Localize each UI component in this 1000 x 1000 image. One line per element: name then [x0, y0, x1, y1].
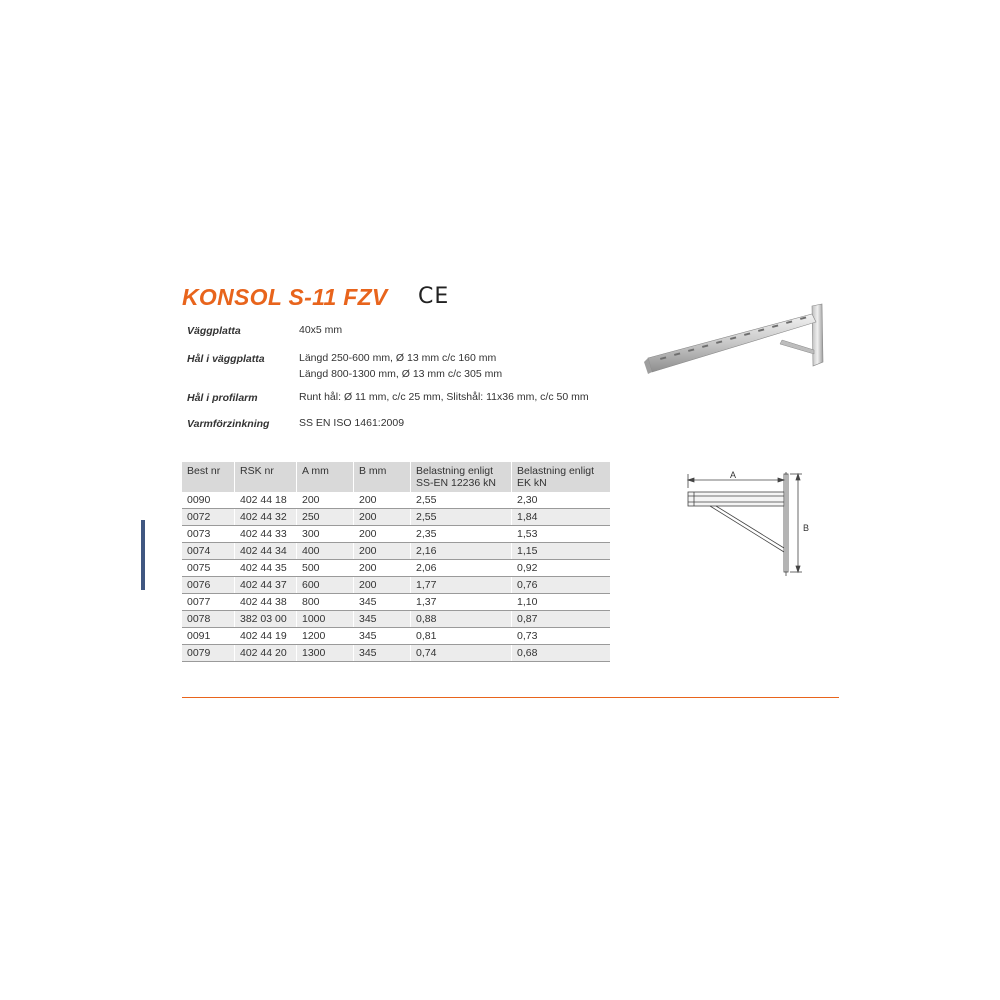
product-table [182, 462, 610, 662]
table-cell: 402 44 33 [235, 526, 297, 543]
table-cell: 0,92 [512, 560, 611, 577]
table-cell: 0072 [182, 509, 235, 526]
table-cell: 0076 [182, 577, 235, 594]
spec-line: Längd 800-1300 mm, Ø 13 mm c/c 305 mm [299, 368, 503, 380]
side-marker [138, 520, 148, 592]
col-header-b-mm: B mm [354, 462, 411, 492]
spec-value-hal-profilarm [299, 389, 589, 405]
table-cell: 0,76 [512, 577, 611, 594]
spec-label-vaggplatta: Väggplatta [187, 325, 241, 337]
table-cell: 200 [297, 492, 354, 509]
bracket-photo [640, 300, 830, 390]
table-row [182, 628, 610, 645]
spec-label-varmforzinkning: Varmförzinkning [187, 418, 270, 430]
table-cell: 400 [297, 543, 354, 560]
table-cell: 402 44 32 [235, 509, 297, 526]
table-cell: 0078 [182, 611, 235, 628]
dimension-label-a: A [730, 470, 737, 480]
table-cell: 600 [297, 577, 354, 594]
table-cell: 1,15 [512, 543, 611, 560]
table-cell: 0074 [182, 543, 235, 560]
table-cell: 345 [354, 594, 411, 611]
table-cell: 200 [354, 543, 411, 560]
table-row [182, 509, 610, 526]
spec-value-varmforzinkning [299, 415, 404, 431]
table-cell: 1000 [297, 611, 354, 628]
table-cell: 1,37 [411, 594, 512, 611]
table-cell: 382 03 00 [235, 611, 297, 628]
table-cell: 200 [354, 577, 411, 594]
table-cell: 1300 [297, 645, 354, 662]
table-cell: 300 [297, 526, 354, 543]
dimension-drawing [680, 466, 810, 578]
table-cell: 1,84 [512, 509, 611, 526]
table-cell: 800 [297, 594, 354, 611]
spec-line: 40x5 mm [299, 324, 343, 336]
table-cell: 1200 [297, 628, 354, 645]
table-row [182, 526, 610, 543]
table-row [182, 492, 610, 509]
table-cell: 402 44 34 [235, 543, 297, 560]
table-cell: 345 [354, 628, 411, 645]
col-header-belastning-ss-en: Belastning enligt SS-EN 12236 kN [411, 462, 512, 492]
spec-line: SS EN ISO 1461:2009 [299, 417, 405, 429]
table-header-row [182, 462, 610, 492]
table-row [182, 543, 610, 560]
table-cell: 0073 [182, 526, 235, 543]
table-cell: 0,68 [512, 645, 611, 662]
table-cell: 0090 [182, 492, 235, 509]
table-cell: 345 [354, 645, 411, 662]
table-cell: 2,55 [411, 509, 512, 526]
table-row [182, 611, 610, 628]
table-cell: 200 [354, 526, 411, 543]
spec-label-hal-vaggplatta: Hål i väggplatta [187, 353, 265, 365]
table-row [182, 594, 610, 611]
table-cell: 0,81 [411, 628, 512, 645]
col-header-a-mm: A mm [297, 462, 354, 492]
table-cell: 0,73 [512, 628, 611, 645]
col-header-belastning-ek: Belastning enligt EK kN [512, 462, 611, 492]
table-cell: 0075 [182, 560, 235, 577]
table-cell: 0,87 [512, 611, 611, 628]
table-cell: 402 44 18 [235, 492, 297, 509]
table-cell: 402 44 38 [235, 594, 297, 611]
table-cell: 1,77 [411, 577, 512, 594]
table-cell: 402 44 37 [235, 577, 297, 594]
table-row [182, 645, 610, 662]
spec-value-vaggplatta [299, 322, 342, 338]
ce-mark: CE [418, 284, 450, 309]
table-cell: 2,16 [411, 543, 512, 560]
table-cell: 2,06 [411, 560, 512, 577]
divider-line [182, 697, 839, 698]
table-cell: 0,88 [411, 611, 512, 628]
dimension-label-b: B [803, 523, 810, 533]
product-title: KONSOL S-11 FZV [182, 284, 388, 310]
spec-label-hal-profilarm: Hål i profilarm [187, 392, 258, 404]
table-cell: 0091 [182, 628, 235, 645]
table-cell: 500 [297, 560, 354, 577]
col-header-best-nr: Best nr [182, 462, 235, 492]
table-cell: 345 [354, 611, 411, 628]
table-cell: 2,30 [512, 492, 611, 509]
table-cell: 1,10 [512, 594, 611, 611]
table-row [182, 577, 610, 594]
table-cell: 250 [297, 509, 354, 526]
table-cell: 402 44 19 [235, 628, 297, 645]
table-cell: 200 [354, 509, 411, 526]
spec-line: Runt hål: Ø 11 mm, c/c 25 mm, Slitshål: 11x36 mm, c/c 50 mm [299, 391, 589, 403]
table-cell: 0,74 [411, 645, 512, 662]
table-cell: 2,55 [411, 492, 512, 509]
table-cell: 2,35 [411, 526, 512, 543]
table-cell: 200 [354, 560, 411, 577]
table-cell: 1,53 [512, 526, 611, 543]
table-cell: 0079 [182, 645, 235, 662]
spec-line: Längd 250-600 mm, Ø 13 mm c/c 160 mm [299, 352, 497, 364]
col-header-rsk-nr: RSK nr [235, 462, 297, 492]
table-cell: 200 [354, 492, 411, 509]
table-row [182, 560, 610, 577]
spec-value-hal-vaggplatta [299, 350, 502, 382]
table-cell: 402 44 35 [235, 560, 297, 577]
table-cell: 402 44 20 [235, 645, 297, 662]
table-cell: 0077 [182, 594, 235, 611]
